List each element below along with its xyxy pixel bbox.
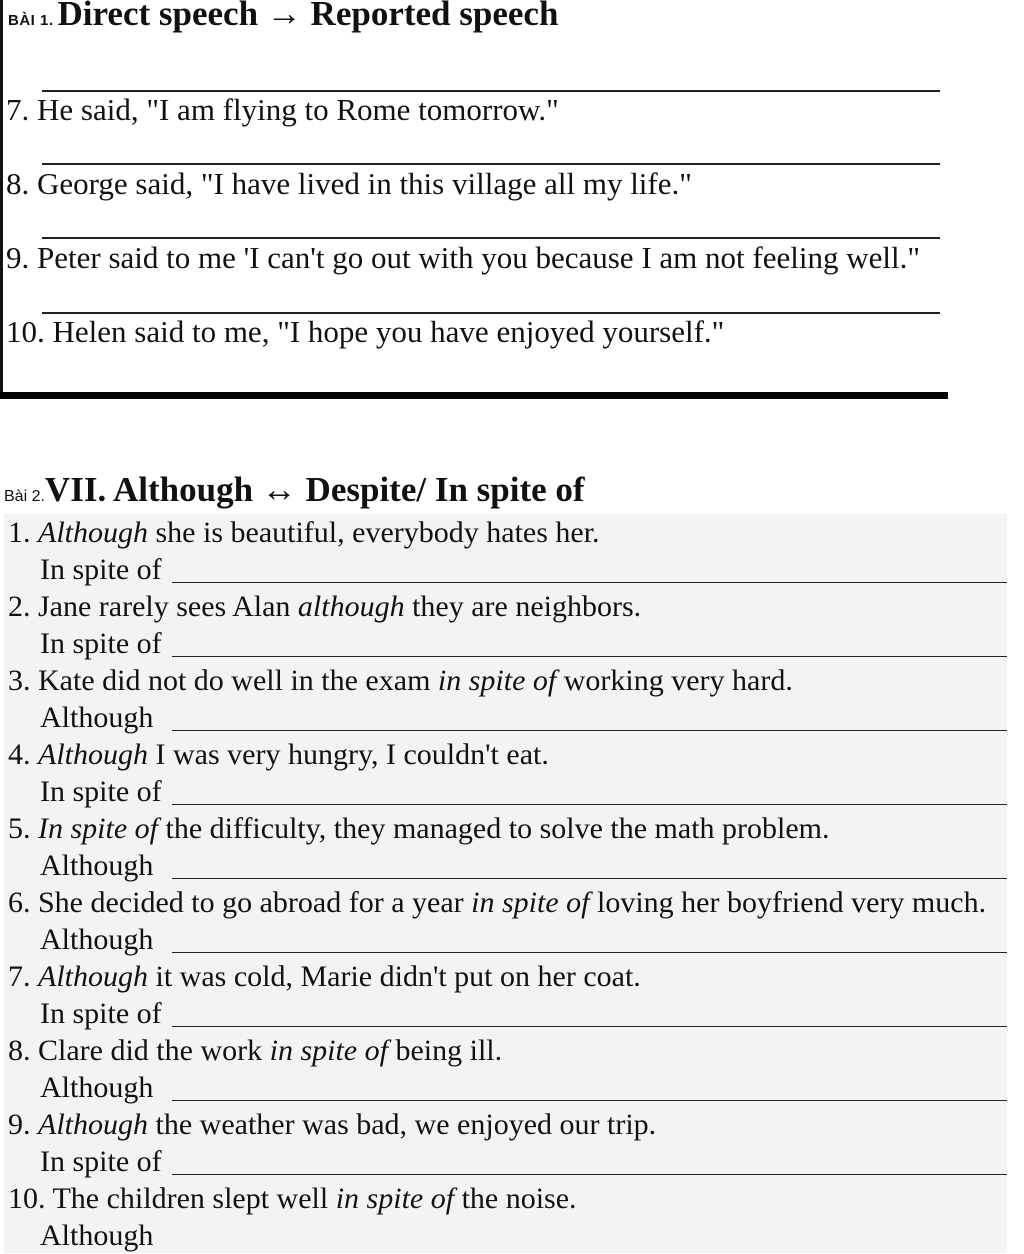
answer-blank[interactable] [172, 1100, 1007, 1102]
exercise-sentence [4, 736, 1007, 773]
sentence-keyword: in spite of [269, 1034, 388, 1067]
answer-row[interactable] [4, 551, 1007, 588]
exercise-item [4, 1032, 1007, 1069]
exercise-item [4, 1180, 1007, 1217]
answer-blank[interactable] [172, 582, 1007, 584]
sentence-keyword: in spite of [471, 886, 590, 919]
sentence-text: She decided to go abroad for a year [38, 886, 472, 919]
answer-prompt: In spite of [40, 997, 162, 1030]
section1-label: BÀI 1. [8, 12, 54, 29]
answer-line[interactable] [42, 237, 940, 239]
sentence-keyword: in spite of [437, 664, 557, 697]
section-divider [0, 392, 948, 399]
exercise-list [4, 514, 1007, 1253]
answer-blank[interactable] [172, 1026, 1007, 1028]
answer-prompt: Although [40, 923, 154, 956]
exercise-item [4, 736, 1007, 773]
answer-blank[interactable] [172, 1174, 1007, 1176]
answer-prompt: Although [40, 849, 154, 882]
exercise-item [4, 884, 1007, 921]
answer-row[interactable] [4, 1143, 1007, 1180]
item-number: 4. [8, 738, 38, 771]
answer-row[interactable] [4, 699, 1007, 736]
item-number: 9. [8, 1108, 38, 1141]
exercise-sentence [4, 1032, 1007, 1069]
answer-row[interactable] [4, 847, 1007, 884]
answer-prompt: In spite of [40, 775, 162, 808]
answer-prompt: Although [40, 701, 154, 734]
sentence-text: loving her boyfriend very much. [589, 886, 987, 919]
item-number: 2. [8, 590, 38, 623]
question-9: 9. Peter said to me 'I can't go out with you because I am not feeling well." [6, 240, 920, 275]
sentence-text: Jane rarely sees Alan [38, 590, 298, 623]
answer-prompt: Although [40, 1071, 154, 1104]
answer-blank[interactable] [172, 804, 1007, 806]
exercise-sentence [4, 588, 1007, 625]
exercise-sentence [4, 1180, 1007, 1217]
answer-row[interactable] [4, 1217, 1007, 1254]
sentence-text: being ill. [387, 1034, 503, 1067]
exercise-sentence [4, 514, 1007, 551]
sentence-text: the noise. [454, 1182, 577, 1215]
item-number: 5. [8, 812, 38, 845]
sentence-keyword: in spite of [335, 1182, 455, 1215]
sentence-keyword: Although [38, 738, 148, 771]
question-7: 7. He said, "I am flying to Rome tomorrow." [6, 92, 559, 127]
item-number: 8. [8, 1034, 38, 1067]
exercise-item [4, 662, 1007, 699]
sentence-text: Clare did the work [38, 1034, 270, 1067]
section1-heading [8, 0, 558, 34]
item-number: 1. [8, 516, 38, 549]
section2-label: Bài 2. [4, 488, 45, 505]
section1-title: Direct speech → Reported speech [57, 0, 559, 33]
answer-row[interactable] [4, 773, 1007, 810]
answer-prompt: In spite of [40, 553, 162, 586]
exercise-sentence [4, 1106, 1007, 1143]
answer-prompt: In spite of [40, 1145, 162, 1178]
answer-row[interactable] [4, 625, 1007, 662]
exercise-item [4, 588, 1007, 625]
exercise-sentence [4, 662, 1007, 699]
sentence-keyword: In spite of [38, 812, 158, 845]
exercise-sentence [4, 884, 1007, 921]
exercise-item [4, 514, 1007, 551]
answer-row[interactable] [4, 995, 1007, 1032]
answer-blank[interactable] [172, 730, 1007, 732]
answer-blank[interactable] [172, 878, 1007, 880]
section2-title: VII. Although ↔ Despite/ In spite of [44, 470, 585, 509]
left-margin-rule [0, 0, 3, 395]
sentence-keyword: although [297, 590, 405, 623]
exercise-sentence [4, 958, 1007, 995]
sentence-keyword: Although [38, 516, 148, 549]
item-number: 7. [8, 960, 38, 993]
exercise-item [4, 1106, 1007, 1143]
sentence-text: the weather was bad, we enjoyed our trip. [148, 1108, 657, 1141]
sentence-text: Kate did not do well in the exam [38, 664, 438, 697]
question-8: 8. George said, "I have lived in this village all my life." [6, 166, 692, 201]
sentence-text: I was very hungry, I couldn't eat. [148, 738, 549, 771]
item-number: 10. [8, 1182, 53, 1215]
answer-prompt: Although [40, 1219, 154, 1252]
exercise-sentence [4, 810, 1007, 847]
item-number: 3. [8, 664, 38, 697]
sentence-text: working very hard. [556, 664, 793, 697]
answer-blank[interactable] [172, 952, 1007, 954]
sentence-keyword: Although [38, 960, 148, 993]
item-number: 6. [8, 886, 38, 919]
sentence-text: The children slept well [52, 1182, 336, 1215]
sentence-text: they are neighbors. [404, 590, 642, 623]
exercise-item [4, 958, 1007, 995]
answer-prompt: In spite of [40, 627, 162, 660]
exercise-item [4, 810, 1007, 847]
sentence-text: it was cold, Marie didn't put on her coat. [148, 960, 641, 993]
question-10: 10. Helen said to me, "I hope you have enjoyed yourself." [6, 314, 725, 349]
answer-line[interactable] [42, 163, 940, 165]
answer-blank[interactable] [172, 656, 1007, 658]
section2-heading [4, 470, 585, 510]
sentence-text: the difficulty, they managed to solve the math problem. [158, 812, 830, 845]
sentence-text: she is beautiful, everybody hates her. [148, 516, 600, 549]
sentence-keyword: Although [38, 1108, 148, 1141]
answer-row[interactable] [4, 921, 1007, 958]
answer-row[interactable] [4, 1069, 1007, 1106]
